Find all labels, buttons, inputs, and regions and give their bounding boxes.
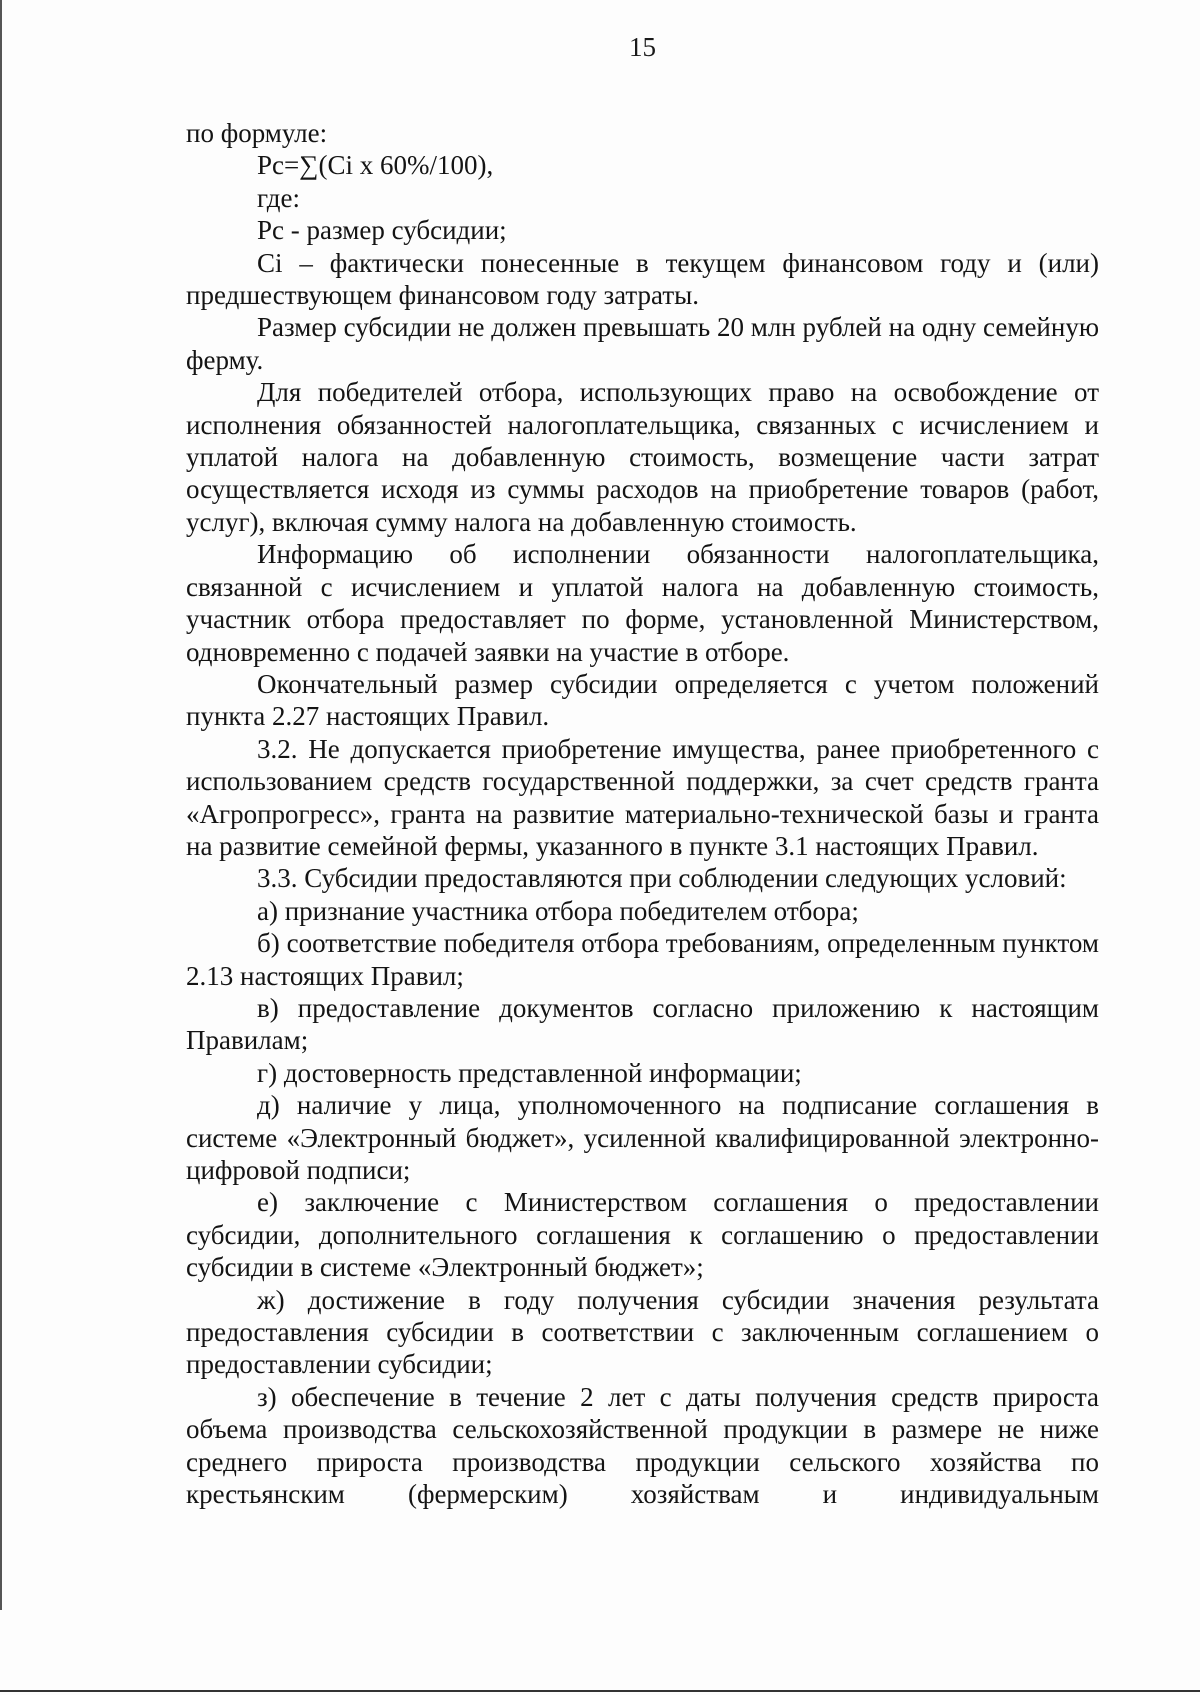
formula: Рс=∑(Сi х 60%/100), <box>257 150 494 181</box>
paragraph: где: <box>257 182 300 213</box>
paragraph: 3.3. Субсидии предоставляются при соблюдении следующих условий: <box>257 863 1067 894</box>
paragraph: Размер субсидии не должен превышать 20 млн рублей на одну семейную ферму. <box>186 312 1099 375</box>
scan-left-edge <box>0 0 2 1610</box>
paragraph: Для победителей отбора, использующих право на освобождение от исполнения обязанностей налогоплательщика, связанных с исчислением и уплатой налога на добавленную стоимость, возмещение части затрат осуществляется исходя из суммы расходов на приобретение товаров (работ, услуг), включая сумму налога на добавленную стоимость. <box>186 377 1099 537</box>
paragraph: 3.2. Не допускается приобретение имущества, ранее приобретенного с использованием средств государственной поддержки, за счет средств гранта «Агропрогресс», гранта на развитие материально-технической базы и гранта на развитие семейной фермы, указанного в пункте 3.1 настоящих Правил. <box>186 733 1099 861</box>
list-item: д) наличие у лица, уполномоченного на подписание соглашения в системе «Электронный бюджет», усиленной квалифицированной электронно-цифровой подписи; <box>186 1090 1099 1185</box>
list-item: в) предоставление документов согласно приложению к настоящим Правилам; <box>186 992 1099 1056</box>
paragraph: Рс - размер субсидии; <box>257 215 507 246</box>
list-item: г) достоверность представленной информации; <box>257 1057 802 1088</box>
list-item: е) заключение с Министерством соглашения о предоставлении субсидии, дополнительного соглашения к соглашению о предоставлении субсидии в системе «Электронный бюджет»; <box>186 1187 1099 1283</box>
list-item: б) соответствие победителя отбора требованиям, определенным пунктом 2.13 настоящих Правил; <box>186 928 1099 991</box>
document-body <box>186 117 1099 1510</box>
list-item: з) обеспечение в течение 2 лет с даты получения средств прироста объема производства сельскохозяйственной продукции в размере не ниже среднего прироста производства продукции сельского хозяйства по крестьянским (фермерским) хозяйствам и индивидуальным <box>186 1381 1099 1510</box>
scan-bottom-edge <box>0 1690 1200 1692</box>
list-item: ж) достижение в году получения субсидии значения результата предоставления субсидии в соответствии с заключенным соглашением о предоставлении субсидии; <box>186 1284 1099 1380</box>
paragraph: Информацию об исполнении обязанности налогоплательщика, связанной с исчислением и уплатой налога на добавленную стоимость, участник отбора предоставляет по форме, установленной Министерством, одновременно с подачей заявки на участие в отборе. <box>186 539 1099 667</box>
paragraph: Окончательный размер субсидии определяется с учетом положений пункта 2.27 настоящих Правил. <box>186 668 1099 732</box>
page-number: 15 <box>629 32 656 62</box>
paragraph: по формуле: <box>186 118 328 148</box>
paragraph: Сi – фактически понесенные в текущем финансовом году и (или) предшествующем финансовом году затраты. <box>186 247 1099 311</box>
list-item: а) признание участника отбора победителем отбора; <box>257 895 859 926</box>
